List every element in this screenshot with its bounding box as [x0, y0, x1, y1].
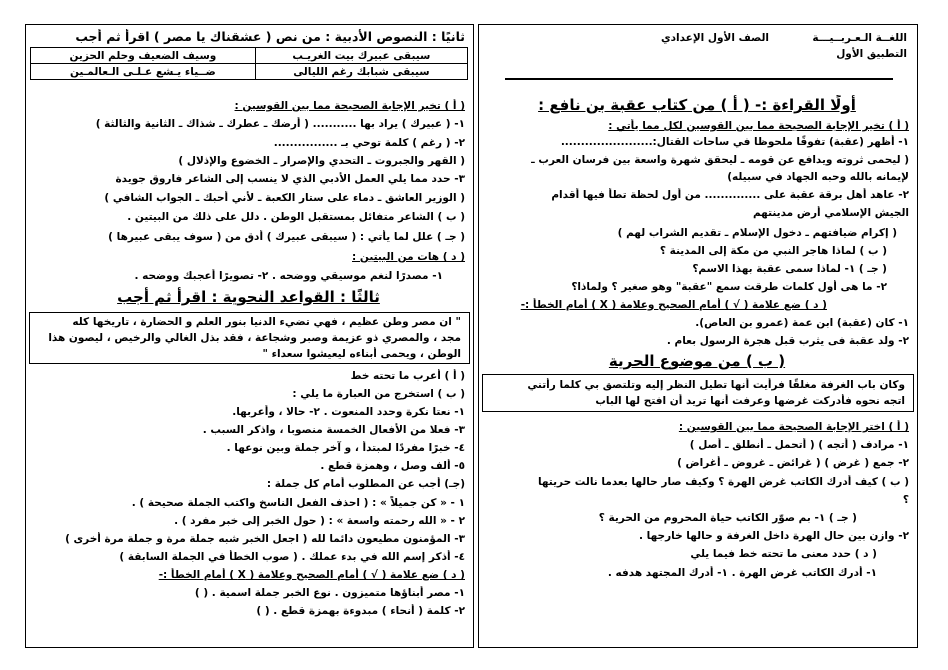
grammar-true-false-title: ( د ) ضع علامة ( √ ) أمام الصحيح وعلامة ( X ) أمام الخطأ :-: [158, 569, 465, 581]
reading-true-false-title: ( د ) ضع علامة ( √ ) أمام الصحيح وعلامة ( X ) أمام الخطأ :-: [520, 299, 827, 311]
right-column: [478, 24, 918, 648]
reading-b-question: ( ب ) لماذا هاجر النبي من مكة إلى المدينة ؟: [659, 245, 887, 257]
freedom-meaning: ١- أدرك الكاتب غرض الهرة . ١- أدرك المجتهد هدفه .: [607, 567, 877, 579]
freedom-q2: ٢- جمع ( غرض ) ( غرائض ـ غروض ـ أغراض ): [677, 457, 909, 469]
grammar-passage-line-2: مجد ، والمصري ذو عزيمة وصبر وشجاعة ، فقد بذل الغالي والرخيص ، ليصون هذا: [48, 332, 461, 344]
grammar-j-item-1: ١ - « كن جميلاً » : ( احذف الفعل الناسخ واكتب الجملة صحيحة ) .: [131, 497, 465, 509]
grammar-tf-2: ٢- كلمة ( أنحاء ) مبدوءة بهمزة قطع . ( ): [256, 605, 465, 617]
grammar-a-question: ( أ ) أعرب ما تحته خط: [350, 370, 465, 382]
texts-d-items: ١- مصدرًا لنغم موسيقي ووضحه . ٢- تصويرًا أعجبك ووضحه .: [134, 270, 443, 282]
literary-texts-title: ثانيًا : النصوص الأدبية : من نص ( عشقناك يا مصر ) اقرأ ثم أجب: [75, 29, 465, 44]
reading-j-question: ( جـ ) ١- لماذا سمى عقبة بهذا الاسم؟: [692, 263, 887, 275]
application-title: التطبيق الأول: [836, 48, 907, 60]
poem-verse-cell: ضــياء يـشع عـلـى الـعالمـين: [31, 64, 256, 80]
texts-q2: ٢- ( رغم ) كلمة توحي بـ ................: [273, 137, 465, 149]
freedom-choose-instruction: ( أ ) اختر الإجابة الصحيحة مما بين القوسين :: [678, 421, 909, 433]
poem-verse-cell: سيبقى شبابك رغم الليالى: [255, 64, 467, 80]
freedom-b-question: ( ب ) كيف أدرك الكاتب غرض الهرة ؟ وكيف صار حالها بعدما نالت حريتها: [537, 476, 909, 488]
freedom-title: ( ب ) من موضوع الحرية: [608, 352, 786, 370]
grammar-tf-1: ١- مصر أبناؤها متميزون . نوع الخبر جملة اسمية . ( ): [194, 587, 465, 599]
reading-q2-options: ( إكرام ضيافتهم ـ دخول الإسلام ـ تقديم الشراب لهم ): [617, 227, 897, 239]
reading-tf-1: ١- كان (عقبة) ابن عمة (عمرو بن العاص).: [695, 317, 909, 329]
texts-d-question: ( د ) هات من البيتين :: [352, 251, 465, 263]
reading-title: أولًا القراءة :- ( أ ) من كتاب عقبة بن نافع :: [538, 96, 856, 114]
poem-verses-table: [30, 47, 468, 80]
reading-q1-options-cont: لإيمانه بالله وحبه الجهاد في سبيله): [727, 171, 909, 183]
left-column: [25, 24, 474, 648]
reading-q1-options: ( ليحمى ثروته ويدافع عن قومه ـ ليحقق شهرة واسعة بين فرسان العرب ـ: [531, 154, 909, 166]
freedom-passage-box: [482, 374, 914, 412]
texts-choose-instruction: ( أ ) تخير الإجابة الصحيحة مما بين القوسين :: [234, 100, 465, 112]
freedom-j-question: ( جـ ) ١- بم صوّر الكاتب حياة المحروم من الحرية ؟: [598, 512, 857, 524]
grammar-passage-line-1: " ان مصر وطن عظيم ، فهي تضيء الدنيا بنور العلم و الحضارة ، تاريخها كله: [72, 316, 461, 328]
freedom-q5: ٢- وازن بين حال الهرة داخل الغرفة و حالها خارجها .: [639, 530, 909, 542]
grammar-j-item-2: ٢ - « الله رحمته واسعة » : ( حول الخبر إلى خبر مفرد ) .: [174, 515, 465, 527]
grammar-b-item-1: ١- نعتا نكرة وحدد المنعوت . ٢- حالا ، وأعربها.: [232, 406, 465, 418]
grammar-b-item-3: ٣- فعلا من الأفعال الخمسة منصوبا ، واذكر السبب .: [202, 424, 465, 436]
grammar-j-item-4: ٤- أذكر إسم الله في بدء عملك . ( صوب الخطأ في الجملة السابقة ): [119, 551, 465, 563]
poem-verse-row: [31, 48, 468, 64]
grammar-passage-line-3: الوطن ، ويحمى أبناءه ليعيشوا سعداء ": [262, 348, 461, 360]
grammar-b-item-4: ٤- خبرًا مفردًا لمبتدأ ، و آخر جملة وبين نوعها .: [226, 442, 465, 454]
poem-verse-cell: سيبقى عبيرك بيت الغريـب: [255, 48, 467, 64]
reading-tf-2: ٢- ولد عقبة فى يثرب قبل هجرة الرسول بعام .: [666, 335, 909, 347]
texts-b-question: ( ب ) الشاعر متفائل بمستقبل الوطن . دلل على ذلك من البيتين .: [127, 211, 465, 223]
freedom-b-question-mark: ؟: [902, 494, 909, 506]
freedom-passage-line-1: وكان باب الغرفة مغلقًا فرأيت أنها تطيل النظر إليه وتلتصق بي كلما رأتني: [527, 379, 905, 391]
poem-verse-row: [31, 64, 468, 80]
texts-q2-options: ( القهر والجبروت ـ التحدي والإصرار ـ الخضوع والإذلال ): [178, 155, 465, 167]
freedom-q1: ١- مرادف ( أتجه ) ( أتحمل ـ أنطلق ـ أصل ): [689, 439, 909, 451]
reading-q2-cont: الجيش الإسلامي أرض مدينتهم: [752, 207, 909, 219]
reading-choose-instruction: ( أ ) تخير الإجابة الصحيحة مما بين القوسين لكل مما يأتي :: [608, 120, 909, 132]
freedom-passage-line-2: اتجه نحوه فأدركت غرضها وعرفت أنها تريد أن افتح لها الباب: [595, 395, 905, 407]
texts-q1: ١- ( عبيرك ) يراد بها ........... ( أرضك ـ عطرك ـ شذاك ـ الثانية والثالثة ): [95, 118, 465, 130]
grammar-title: ثالثًا : القواعد النحوية : اقرأ ثم أجب: [117, 288, 380, 306]
texts-q3: ٣- حدد مما يلي العمل الأدبي الذي لا ينسب إلى الشاعر فاروق جويدة: [115, 173, 465, 185]
grade-title: الصف الأول الإعدادي: [660, 32, 769, 44]
header-divider: [505, 78, 893, 80]
poem-verse-cell: وسيف الضعيف وحلم الحزين: [31, 48, 256, 64]
reading-q3: ٢- ما هى أول كلمات طرقت سمع "عقبة" وهو صغير ؟ ولماذا؟: [571, 281, 887, 293]
texts-q3-options: ( الوزير العاشق ـ دماء على ستار الكعبة ـ لأني أحبك ـ الجواب الشافي ): [104, 192, 465, 204]
freedom-d-question: ( د ) حدد معنى ما تحته خط فيما يلي: [690, 548, 877, 560]
texts-j-question: ( جـ ) علل لما يأتي : ( سيبقى عبيرك ) أدق من ( سوف يبقى عبيرها ): [108, 231, 465, 243]
grammar-j-question: (جـ) أجب عن المطلوب أمام كل جملة :: [266, 478, 465, 490]
reading-q1: ١- أظهر (عقبة) تفوقًا ملحوظا في ساحات القتال:.......................: [560, 136, 909, 148]
subject-title: اللغــة الـعـربــيـــة: [812, 32, 907, 44]
grammar-passage-box: [29, 312, 470, 364]
grammar-j-item-3: ٣- المؤمنون مطيعون دائما لله ( اجعل الخبر شبه جملة مرة و جملة مرة أخرى ): [65, 533, 465, 545]
grammar-b-question: ( ب ) استخرج من العبارة ما يلي :: [292, 388, 465, 400]
grammar-b-item-5: ٥- ألف وصل ، وهمزة قطع .: [320, 460, 465, 472]
reading-q2: ٢- عاهد أهل برقة عقبة على .............. من أول لحظة تطأ فيها أقدام: [551, 189, 909, 201]
